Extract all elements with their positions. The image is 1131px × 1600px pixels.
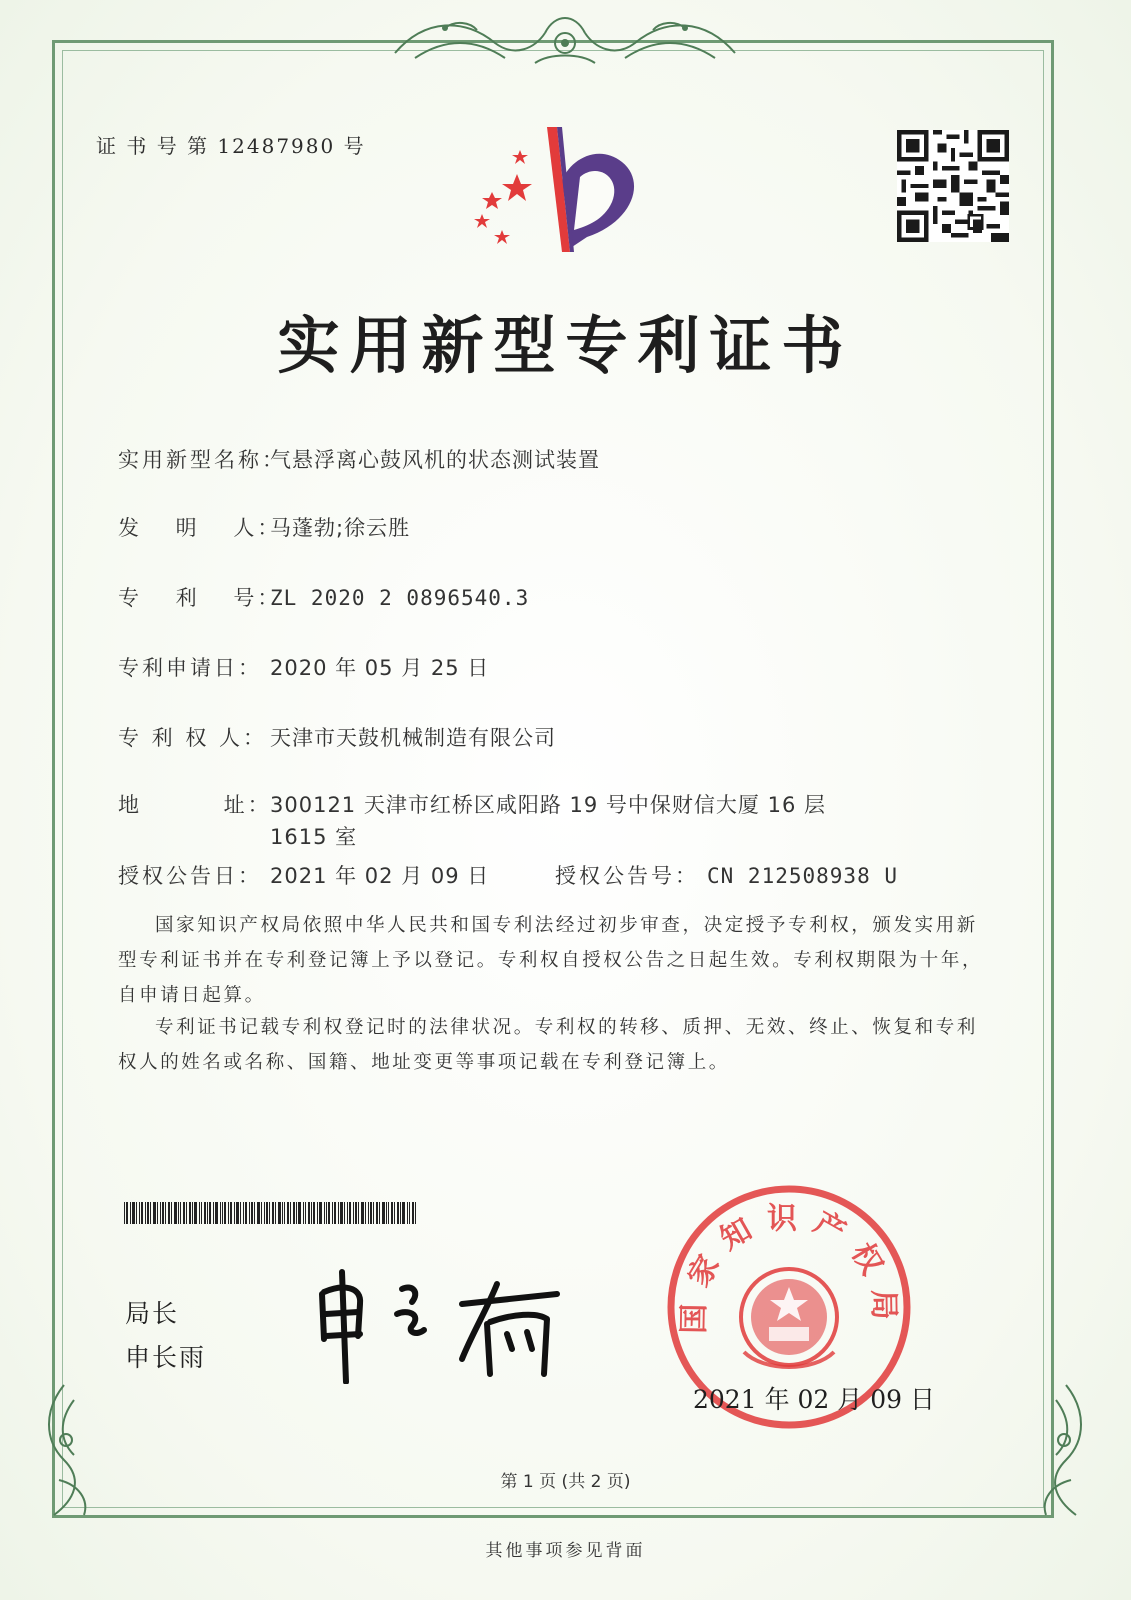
certificate-title: 实用新型专利证书 <box>277 309 854 382</box>
seal-text: 国家知识产权局 <box>676 1201 902 1335</box>
director-name: 申长雨 <box>125 1343 207 1372</box>
field-inventor <box>118 512 410 542</box>
field-grant-no <box>555 860 898 890</box>
barcode-icon <box>124 1202 416 1224</box>
field-patentee-value: 天津市天鼓机械制造有限公司 <box>270 726 556 750</box>
field-address-label: 地 址： <box>118 793 272 817</box>
body-paragraph-1: 国家知识产权局依照中华人民共和国专利法经过初步审查，决定授予专利权，颁发实用新型专利证书并在专利登记簿上予以登记。专利权自授权公告之日起生效。专利权期限为十年，自申请日起算。 <box>118 915 984 1006</box>
field-name-label: 实用新型名称： <box>118 448 286 472</box>
director-title: 局长 <box>125 1299 180 1328</box>
body-paragraph-2: 专利证书记载专利权登记时的法律状况。专利权的转移、质押、无效、终止、恢复和专利权人的姓名或名称、国籍、地址变更等事项记载在专利登记簿上。 <box>118 1017 978 1073</box>
field-patent-no <box>118 582 529 612</box>
field-grant-date-label: 授权公告日： <box>118 864 262 888</box>
field-patent-no-value: ZL 2020 2 0896540.3 <box>270 586 530 610</box>
director-signature-icon <box>312 1264 572 1384</box>
field-grant-no-value: CN 212508938 U <box>707 864 899 888</box>
field-patent-no-label: 专 利 号： <box>118 586 282 610</box>
seal-date: 2021 年 02 月 09 日 <box>693 1385 935 1414</box>
footer-note: 其他事项参见背面 <box>485 1541 646 1561</box>
top-scroll-ornament-icon <box>385 8 745 78</box>
field-name <box>118 444 600 474</box>
field-address <box>118 789 878 859</box>
field-application-date <box>118 652 489 682</box>
cnipa-logo-icon <box>462 122 647 257</box>
qr-code-icon <box>897 130 1009 242</box>
field-address-value: 300121 天津市红桥区咸阳路 19 号中保财信大厦 16 层 1615 室 <box>270 793 826 849</box>
certificate-number: 证 书 号 第 12487980 号 <box>96 134 366 158</box>
page-indicator: 第 1 页 (共 2 页) <box>500 1472 631 1492</box>
field-application-date-value: 2020 年 05 月 25 日 <box>270 656 490 680</box>
field-inventor-label: 发 明 人： <box>118 516 282 540</box>
field-grant-date <box>118 860 489 890</box>
bottom-right-corner-ornament-icon <box>1026 1380 1096 1520</box>
field-patentee-label: 专 利 权 人： <box>118 726 268 750</box>
field-application-date-label: 专利申请日： <box>118 656 262 680</box>
field-name-value: 气悬浮离心鼓风机的状态测试装置 <box>270 448 600 472</box>
field-grant-date-value: 2021 年 02 月 09 日 <box>270 864 490 888</box>
field-grant-no-label: 授权公告号： <box>555 864 699 888</box>
field-patentee <box>118 722 556 752</box>
bottom-left-corner-ornament-icon <box>34 1380 104 1520</box>
field-inventor-value: 马蓬勃;徐云胜 <box>270 516 411 540</box>
